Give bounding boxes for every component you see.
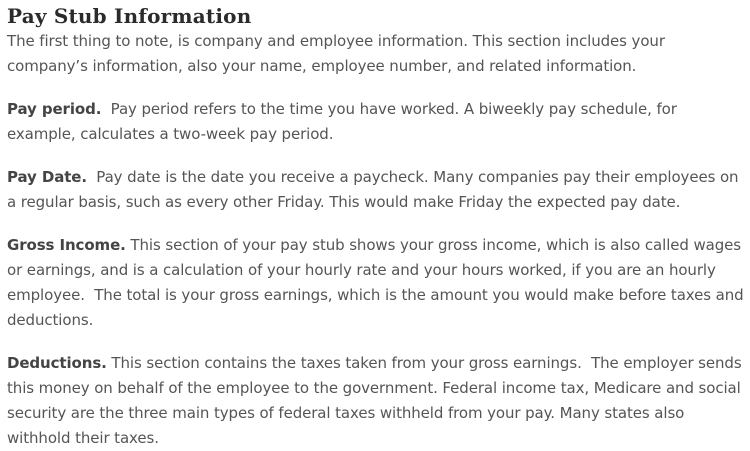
intro-paragraph: The first thing to note, is company and employee information. This section includes your company’s information, also your name, employee number, and related information. xyxy=(7,32,665,75)
pay-date-term: Pay Date. xyxy=(7,168,87,186)
pay-period-term: Pay period. xyxy=(7,100,102,118)
article-content xyxy=(7,0,745,451)
pay-date-text: Pay date is the date you receive a paycheck. Many companies pay their employees on a regular basis, such as every other Friday. This would make Friday the expected pay date. xyxy=(7,168,739,211)
gross-income-paragraph xyxy=(7,233,745,333)
gross-income-text: This section of your pay stub shows your gross income, which is also called wages or earnings, and is a calculation of your hourly rate and your hours worked, if you are an hourly employee. The total is your gross earnings, which is the amount you would make before taxes and deductions. xyxy=(7,236,744,329)
pay-period-text: Pay period refers to the time you have worked. A biweekly pay schedule, for example, calculates a two-week pay period. xyxy=(7,100,677,143)
gross-income-term: Gross Income. xyxy=(7,236,126,254)
pay-period-paragraph xyxy=(7,97,745,147)
deductions-term: Deductions. xyxy=(7,354,107,372)
deductions-paragraph xyxy=(7,351,745,451)
deductions-text: This section contains the taxes taken from your gross earnings. The employer sends this money on behalf of the employee to the government. Federal income tax, Medicare and social security are the three main types of federal taxes withheld from your pay. Many states also withhold their taxes. xyxy=(7,354,742,447)
page-title: Pay Stub Information xyxy=(7,4,252,28)
pay-date-paragraph xyxy=(7,165,745,215)
